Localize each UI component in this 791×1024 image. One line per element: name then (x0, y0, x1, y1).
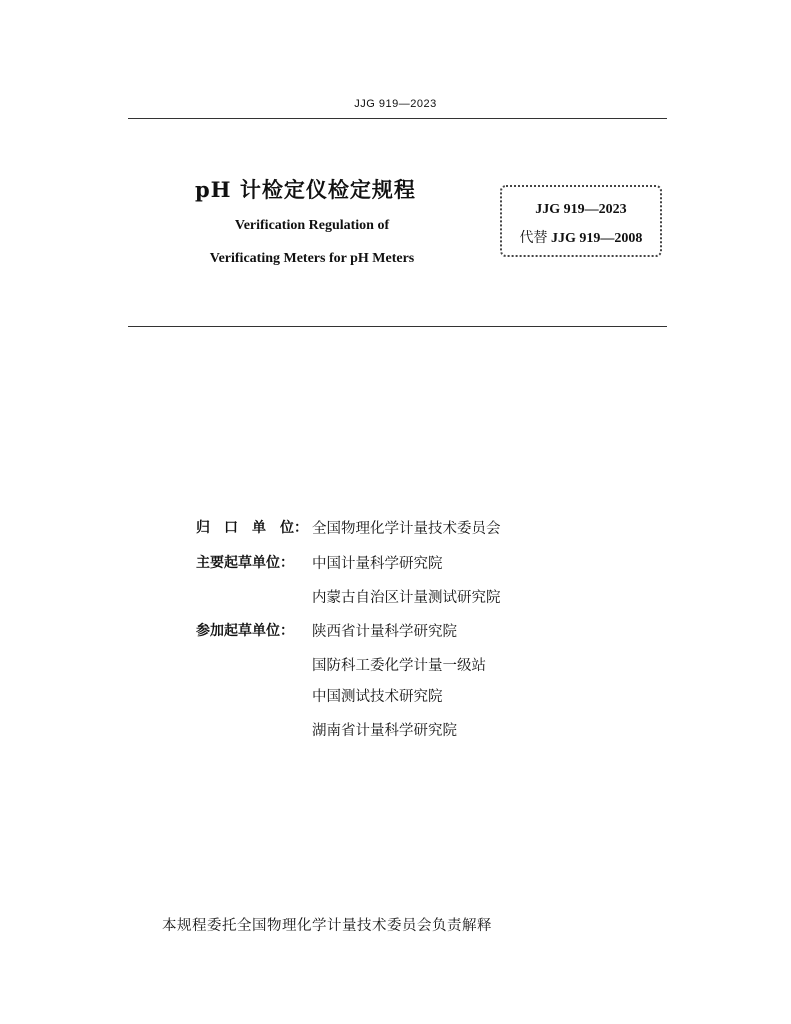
main-drafting-unit-2: 内蒙古自治区计量测试研究院 (312, 590, 501, 606)
title-chinese: pH 计检定仪检定规程 (195, 177, 416, 202)
title-english-line-2: Verificating Meters for pH Meters (209, 251, 415, 266)
replaced-standard-code: JJG 919—2008 (551, 231, 643, 246)
participating-unit-3: 中国测试技术研究院 (312, 689, 443, 705)
main-drafting-label: 主要起草单位： (196, 555, 294, 571)
participating-drafting-label: 参加起草单位： (196, 623, 294, 639)
participating-unit-1: 陕西省计量科学研究院 (312, 624, 457, 640)
title-divider (128, 326, 667, 327)
main-drafting-unit-1: 中国计量科学研究院 (312, 556, 443, 572)
current-standard-code: JJG 919—2023 (535, 202, 627, 217)
participating-unit-2: 国防科工委化学计量一级站 (312, 658, 486, 674)
participating-unit-4: 湖南省计量科学研究院 (312, 723, 457, 739)
interpretation-note: 本规程委托全国物理化学计量技术委员会负责解释 (162, 918, 492, 934)
responsible-unit-label: 归 口 单 位： (196, 520, 308, 536)
document-code-header: JJG 919—2023 (354, 98, 437, 110)
standard-code-box (500, 185, 662, 257)
replaces-prefix: 代替 (519, 230, 548, 246)
replaced-standard-line (502, 227, 660, 247)
header-divider (128, 118, 667, 119)
responsible-unit: 全国物理化学计量技术委员会 (312, 521, 501, 537)
title-english-line-1: Verification Regulation of (234, 218, 390, 233)
